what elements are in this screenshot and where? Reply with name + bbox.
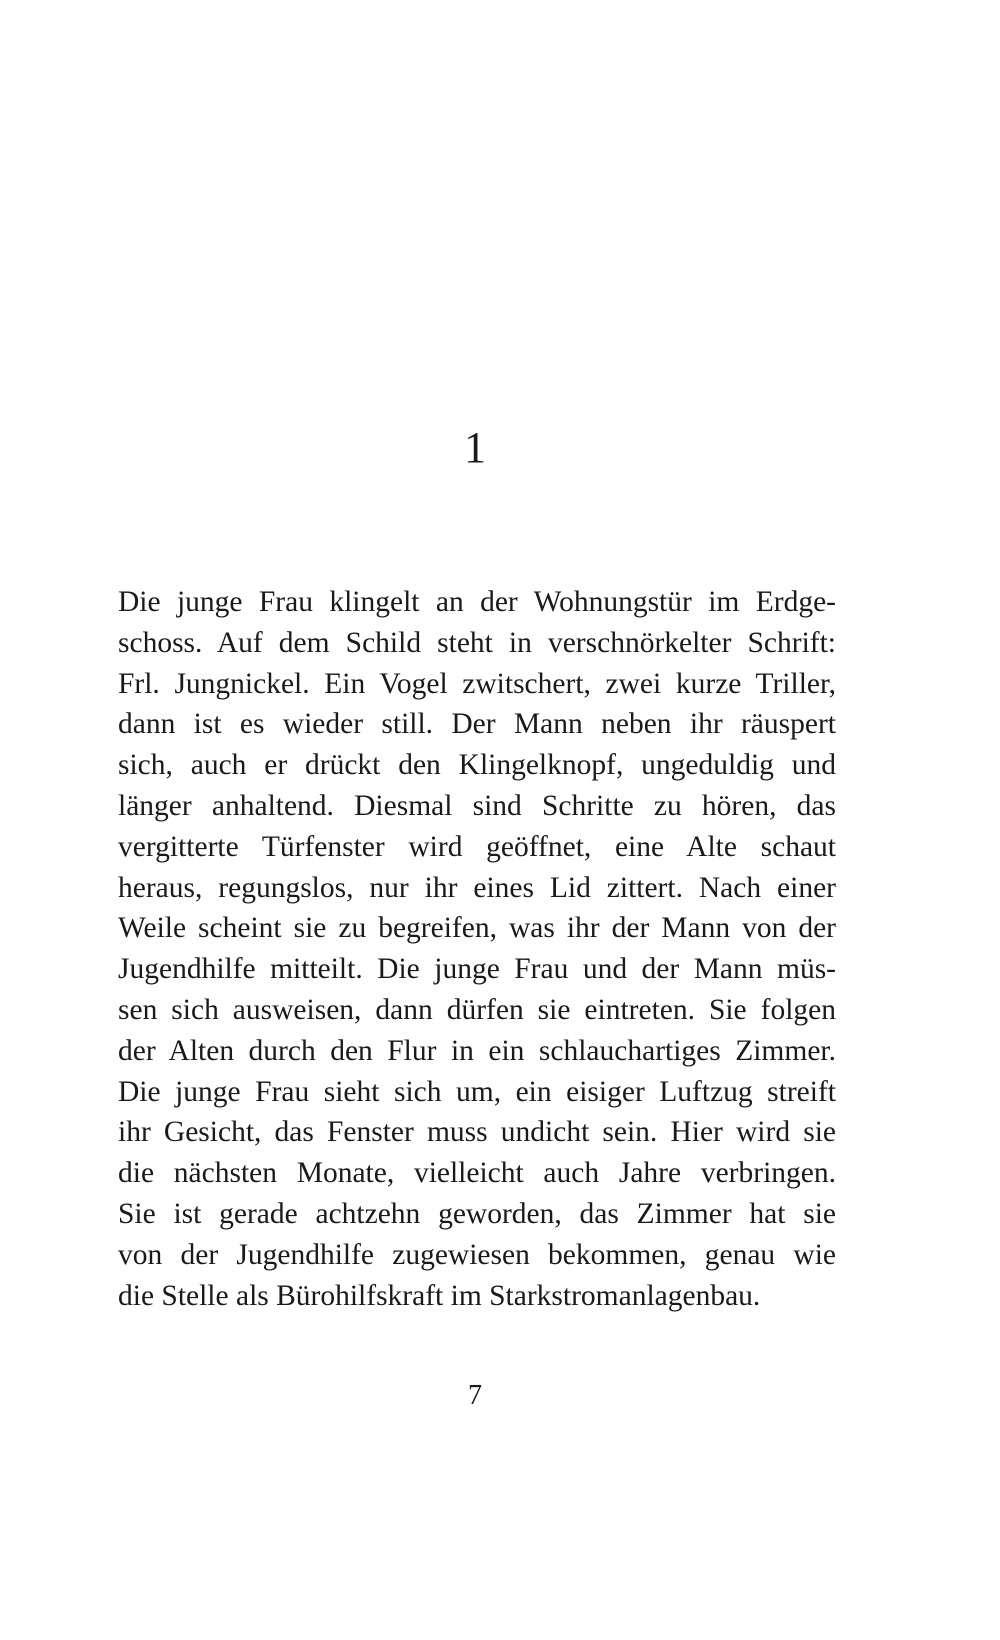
text-line-14: ihr Gesicht, das Fenster muss undicht sein. Hier wird sie (118, 1116, 836, 1149)
text-line-6: länger anhaltend. Diesmal sind Schritte zu hören, das (118, 789, 836, 822)
text-line-12: der Alten durch den Flur in ein schlauchartiges Zimmer. (118, 1034, 836, 1067)
text-line-1: Die junge Frau klingelt an der Wohnungstür im Erdge- (118, 586, 836, 618)
text-line-4: dann ist es wieder still. Der Mann neben ihr räuspert (118, 708, 836, 741)
text-line-11: sen sich ausweisen, dann dürfen sie eintreten. Sie folgen (118, 993, 836, 1026)
text-line-15: die nächsten Monate, vielleicht auch Jahre verbringen. (118, 1157, 836, 1190)
page-number: 7 (468, 1380, 482, 1411)
text-line-13: Die junge Frau sieht sich um, ein eisiger Luftzug streift (118, 1075, 836, 1108)
text-line-3: Frl. Jungnickel. Ein Vogel zwitschert, zwei kurze Triller, (118, 667, 836, 700)
text-line-10: Jugendhilfe mitteilt. Die junge Frau und der Mann müs- (118, 953, 836, 986)
text-line-7: vergitterte Türfenster wird geöffnet, eine Alte schaut (118, 830, 836, 863)
text-line-18: die Stelle als Bürohilfskraft im Starkstromanlagenbau. (118, 1279, 761, 1312)
text-line-9: Weile scheint sie zu begreifen, was ihr der Mann von der (118, 912, 836, 945)
chapter-number: 1 (464, 423, 486, 472)
text-line-5: sich, auch er drückt den Klingelknopf, ungeduldig und (118, 749, 836, 782)
text-line-16: Sie ist gerade achtzehn geworden, das Zimmer hat sie (118, 1197, 836, 1230)
body-paragraph (118, 582, 836, 1316)
text-line-8: heraus, regungslos, nur ihr eines Lid zittert. Nach einer (118, 871, 836, 904)
text-line-2: schoss. Auf dem Schild steht in verschnörkelter Schrift: (118, 626, 836, 659)
text-line-17: von der Jugendhilfe zugewiesen bekommen, genau wie (118, 1238, 836, 1271)
